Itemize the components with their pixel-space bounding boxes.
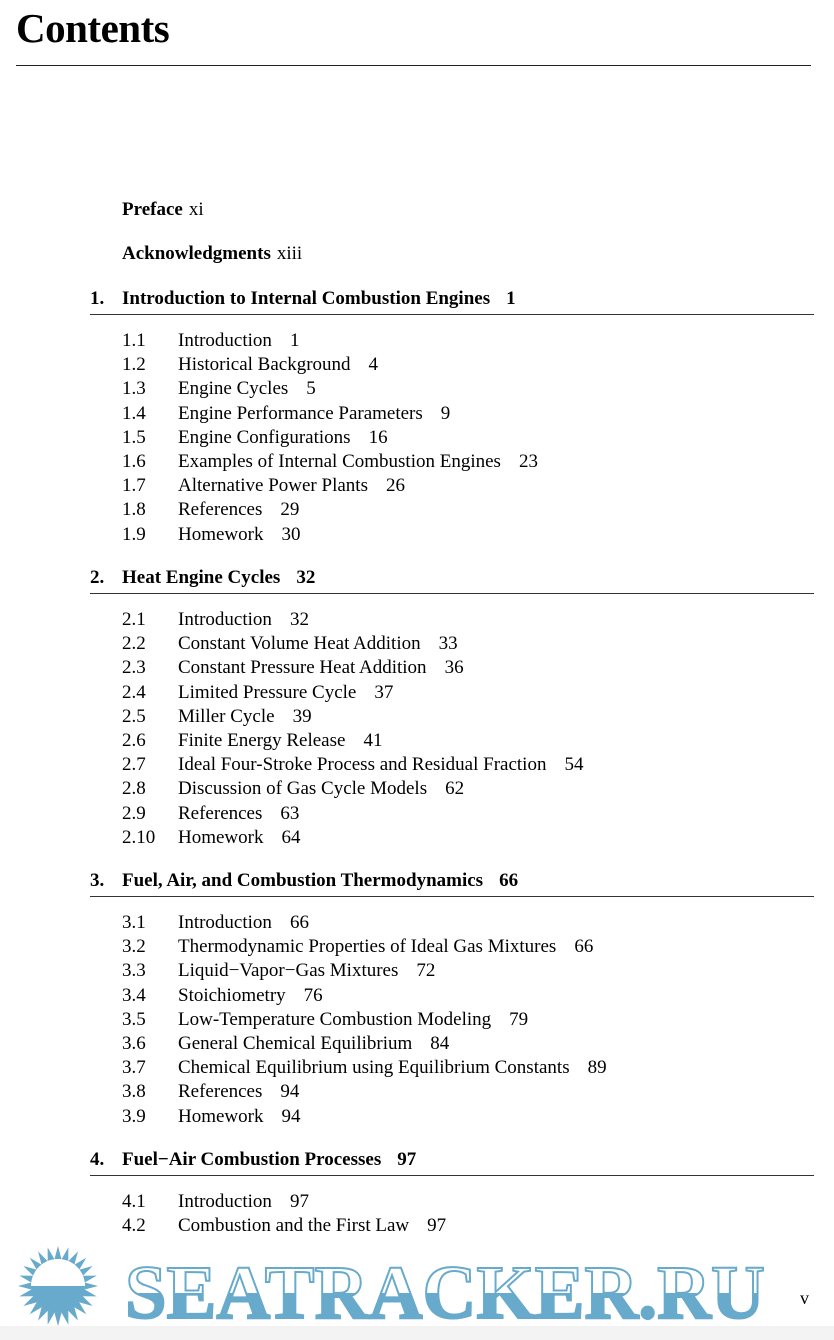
- section-number: 3.8: [122, 1081, 146, 1103]
- chapter-page: 1: [506, 288, 516, 309]
- section-title: [178, 1032, 449, 1056]
- section-number: 1.2: [122, 354, 146, 376]
- chapter-title-text: Introduction to Internal Combustion Engines: [122, 288, 491, 309]
- section-entry[interactable]: [90, 1008, 814, 1032]
- section-title-text: Constant Volume Heat Addition: [178, 633, 421, 655]
- chapter-page: 97: [397, 1149, 417, 1170]
- chapter-number: 4.: [90, 1149, 105, 1170]
- section-title: [178, 959, 435, 983]
- section-title: [178, 826, 300, 850]
- section-page: 5: [306, 378, 316, 400]
- watermark-logo: [0, 1246, 834, 1326]
- section-entry[interactable]: [90, 1105, 814, 1129]
- section-title-text: Ideal Four-Stroke Process and Residual Fraction: [178, 754, 547, 776]
- section-number: 3.5: [122, 1008, 146, 1030]
- section-title: [178, 402, 450, 426]
- section-page: 32: [289, 609, 309, 630]
- section-title: [178, 729, 382, 753]
- section-page: 37: [374, 681, 394, 703]
- section-title: [178, 523, 300, 547]
- section-page: 79: [509, 1008, 529, 1030]
- chapter-divider: [90, 896, 814, 897]
- section-number: 3.9: [122, 1105, 146, 1127]
- section-list: [90, 329, 814, 547]
- section-entry[interactable]: [90, 498, 814, 522]
- section-page: 84: [430, 1032, 450, 1054]
- section-entry[interactable]: [90, 1214, 814, 1238]
- section-title: [178, 935, 593, 959]
- section-number: 3.2: [122, 936, 146, 958]
- section-title-text: References: [178, 1081, 263, 1103]
- section-title: [178, 1214, 446, 1238]
- chapter-title-text: Fuel, Air, and Combustion Thermodynamics: [122, 870, 484, 891]
- section-entry[interactable]: [90, 911, 814, 935]
- section-page: 26: [385, 475, 405, 497]
- section-title-text: Introduction: [178, 1191, 272, 1212]
- watermark-text: SEATRACKER.RU: [125, 1251, 765, 1326]
- front-matter-preface[interactable]: [122, 198, 204, 222]
- section-title-text: Limited Pressure Cycle: [178, 681, 357, 703]
- section-title-text: Combustion and the First Law: [178, 1215, 410, 1237]
- section-entry[interactable]: [90, 1056, 814, 1080]
- section-page: 9: [440, 402, 451, 424]
- section-entry[interactable]: [90, 935, 814, 959]
- section-number: 1.8: [122, 499, 146, 521]
- section-title: [178, 705, 312, 729]
- section-page: 54: [564, 754, 584, 776]
- section-entry[interactable]: [90, 632, 814, 656]
- title-divider: [16, 65, 811, 66]
- section-title-text: Engine Configurations: [178, 426, 351, 448]
- front-label: Preface: [122, 199, 183, 220]
- section-title-text: Homework: [178, 523, 264, 545]
- section-number: 2.10: [122, 826, 156, 848]
- section-number: 4.2: [122, 1215, 146, 1237]
- section-number: 2.1: [122, 609, 146, 630]
- section-entry[interactable]: [90, 329, 814, 353]
- front-matter-acknowledgments[interactable]: [122, 242, 302, 266]
- section-title: [178, 377, 316, 401]
- section-number: 1.4: [122, 402, 146, 424]
- chapter-page: 32: [296, 567, 316, 588]
- section-list: [90, 911, 814, 1129]
- section-page: 41: [363, 729, 383, 751]
- chapter-title: [122, 1148, 416, 1172]
- section-list: [90, 608, 814, 850]
- section-title: [178, 1190, 309, 1214]
- section-page: 76: [303, 984, 323, 1006]
- section-title: [178, 608, 309, 632]
- section-title-text: Engine Performance Parameters: [178, 402, 423, 424]
- chapter-number: 2.: [90, 567, 105, 588]
- section-entry[interactable]: [90, 705, 814, 729]
- front-label: Acknowledgments: [122, 243, 271, 264]
- section-page: 64: [281, 826, 301, 848]
- section-title-text: Engine Cycles: [178, 378, 289, 400]
- page-title: Contents: [16, 5, 170, 51]
- section-entry[interactable]: [90, 681, 814, 705]
- section-number: 2.5: [122, 705, 146, 727]
- section-title-text: Homework: [178, 1105, 264, 1127]
- section-page: 36: [444, 657, 464, 679]
- section-title-text: Thermodynamic Properties of Ideal Gas Mixtures: [178, 936, 557, 958]
- section-page: 23: [518, 450, 538, 472]
- section-title: [178, 656, 464, 680]
- chapter-page: 66: [499, 870, 519, 891]
- section-title: [178, 777, 464, 801]
- section-number: 4.1: [122, 1191, 146, 1212]
- chapter-number: 3.: [90, 870, 105, 891]
- chapter-heading[interactable]: [90, 1148, 814, 1172]
- section-title: [178, 498, 299, 522]
- chapter-heading[interactable]: [90, 287, 814, 311]
- section-title-text: References: [178, 802, 263, 824]
- section-number: 2.3: [122, 657, 146, 679]
- section-entry[interactable]: [90, 656, 814, 680]
- section-title: [178, 632, 458, 656]
- section-number: 2.2: [122, 633, 146, 655]
- section-title: [178, 353, 378, 377]
- section-page: 33: [438, 633, 458, 655]
- section-number: 2.7: [122, 754, 146, 776]
- section-page: 66: [574, 936, 594, 958]
- section-title-text: Introduction: [178, 609, 272, 630]
- section-title-text: Finite Energy Release: [178, 729, 346, 751]
- section-title-text: Liquid−Vapor−Gas Mixtures: [178, 960, 399, 982]
- section-number: 1.5: [122, 426, 146, 448]
- section-title-text: Low-Temperature Combustion Modeling: [178, 1008, 492, 1030]
- section-title: [178, 1056, 607, 1080]
- section-title-text: Historical Background: [178, 354, 351, 376]
- chapter-heading[interactable]: [90, 869, 814, 893]
- section-entry[interactable]: [90, 608, 814, 632]
- section-title-text: Examples of Internal Combustion Engines: [178, 450, 501, 472]
- section-title: [178, 426, 388, 450]
- chapter-heading[interactable]: [90, 566, 814, 590]
- section-number: 2.4: [122, 681, 146, 703]
- section-page: 63: [280, 802, 300, 824]
- section-title-text: Alternative Power Plants: [178, 475, 368, 497]
- section-entry[interactable]: [90, 826, 814, 850]
- section-page: 94: [280, 1081, 300, 1103]
- section-entry[interactable]: [90, 402, 814, 426]
- chapter-title: [122, 566, 315, 590]
- section-number: 1.9: [122, 523, 146, 545]
- section-entry[interactable]: [90, 1190, 814, 1214]
- chapter-2: [90, 566, 814, 850]
- section-title: [178, 1008, 528, 1032]
- section-title: [178, 984, 323, 1008]
- section-entry[interactable]: [90, 353, 814, 377]
- section-title: [178, 681, 393, 705]
- chapter-1: [90, 287, 814, 547]
- section-title-text: Homework: [178, 826, 264, 848]
- section-entry[interactable]: [90, 984, 814, 1008]
- section-title: [178, 474, 405, 498]
- section-title-text: General Chemical Equilibrium: [178, 1032, 413, 1054]
- section-entry[interactable]: [90, 1080, 814, 1104]
- section-page: 62: [445, 778, 465, 800]
- section-page: 16: [368, 426, 388, 448]
- chapter-title: [122, 869, 518, 893]
- section-number: 3.3: [122, 960, 146, 982]
- section-title-text: Introduction: [178, 912, 272, 933]
- section-number: 2.9: [122, 802, 146, 824]
- section-title: [178, 753, 583, 777]
- section-title-text: Chemical Equilibrium using Equilibrium Constants: [178, 1057, 570, 1079]
- section-entry[interactable]: [90, 777, 814, 801]
- chapter-number: 1.: [90, 288, 105, 309]
- section-entry[interactable]: [90, 474, 814, 498]
- section-page: 66: [289, 912, 309, 933]
- section-number: 1.1: [122, 330, 146, 351]
- chapter-divider: [90, 1175, 814, 1176]
- section-title-text: References: [178, 499, 263, 521]
- chapter-divider: [90, 593, 814, 594]
- section-page: 97: [289, 1191, 309, 1212]
- section-entry[interactable]: [90, 802, 814, 826]
- section-page: 4: [368, 354, 379, 376]
- section-title: [178, 329, 299, 353]
- section-number: 3.4: [122, 984, 146, 1006]
- section-list: [90, 1190, 814, 1238]
- section-number: 1.7: [122, 475, 146, 497]
- section-number: 3.7: [122, 1057, 146, 1079]
- section-page: 97: [427, 1215, 447, 1237]
- section-title-text: Introduction: [178, 330, 272, 351]
- section-title-text: Stoichiometry: [178, 984, 286, 1006]
- section-title: [178, 450, 538, 474]
- page-number: v: [800, 1288, 809, 1308]
- page-footer-strip: [0, 1326, 834, 1340]
- chapter-4: [90, 1148, 814, 1238]
- section-title-text: Constant Pressure Heat Addition: [178, 657, 427, 679]
- chapter-title-text: Fuel−Air Combustion Processes: [122, 1149, 382, 1170]
- section-entry[interactable]: [90, 426, 814, 450]
- section-number: 3.6: [122, 1032, 146, 1054]
- section-title: [178, 1105, 300, 1129]
- front-page: xiii: [276, 243, 303, 264]
- section-page: 39: [292, 705, 312, 727]
- section-entry[interactable]: [90, 450, 814, 474]
- chapter-title: [122, 287, 516, 311]
- chapter-title-text: Heat Engine Cycles: [122, 567, 281, 588]
- section-number: 2.6: [122, 729, 146, 751]
- chapter-divider: [90, 314, 814, 315]
- section-entry[interactable]: [90, 753, 814, 777]
- section-page: 94: [281, 1105, 301, 1127]
- section-page: 89: [587, 1057, 607, 1079]
- section-number: 1.6: [122, 450, 146, 472]
- section-page: 72: [416, 960, 436, 982]
- section-page: 1: [289, 330, 300, 351]
- section-title: [178, 1080, 299, 1104]
- section-title: [178, 802, 299, 826]
- section-entry[interactable]: [90, 959, 814, 983]
- section-page: 29: [280, 499, 300, 521]
- front-page: xi: [188, 199, 204, 220]
- section-entry[interactable]: [90, 523, 814, 547]
- section-number: 1.3: [122, 378, 146, 400]
- sun-icon: [18, 1246, 98, 1326]
- section-title: [178, 911, 309, 935]
- chapter-3: [90, 869, 814, 1129]
- section-entry[interactable]: [90, 377, 814, 401]
- section-title-text: Miller Cycle: [178, 705, 275, 727]
- section-title-text: Discussion of Gas Cycle Models: [178, 778, 428, 800]
- section-entry[interactable]: [90, 729, 814, 753]
- section-entry[interactable]: [90, 1032, 814, 1056]
- section-number: 2.8: [122, 778, 146, 800]
- section-page: 30: [281, 523, 301, 545]
- section-number: 3.1: [122, 912, 146, 933]
